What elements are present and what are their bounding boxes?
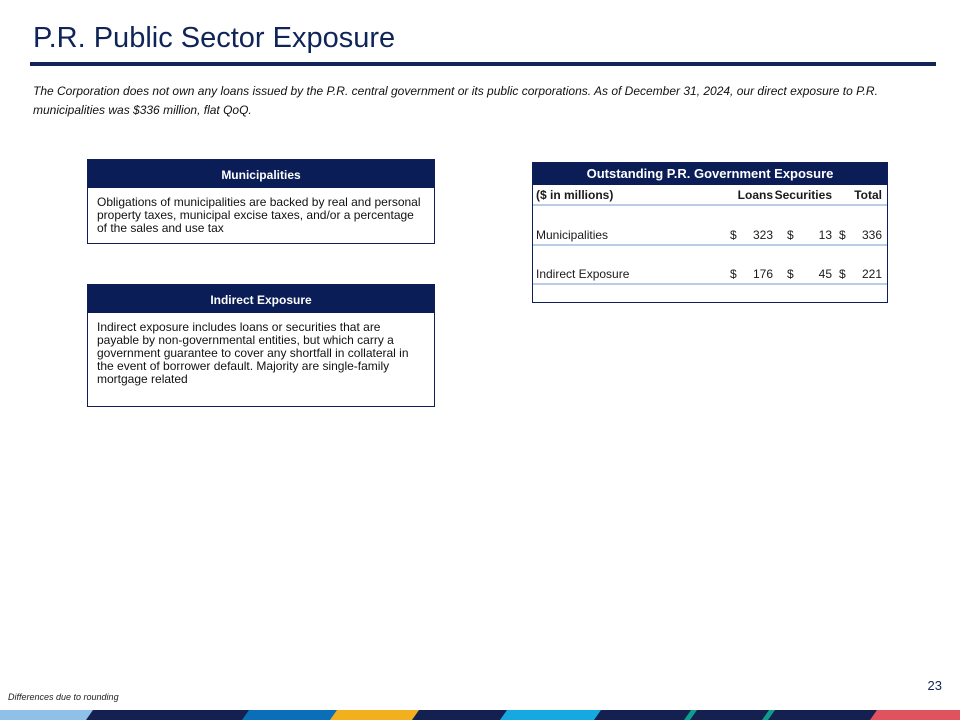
row-securities: 13 — [818, 228, 832, 242]
header-label: ($ in millions) — [536, 188, 614, 202]
header-loans: Loans — [737, 188, 773, 202]
currency-symbol: $ — [787, 228, 794, 242]
indirect-exposure-heading: Indirect Exposure — [88, 285, 434, 313]
footer-segment — [86, 710, 253, 720]
currency-symbol: $ — [787, 267, 794, 281]
footer-segment — [870, 710, 960, 720]
currency-symbol: $ — [730, 228, 737, 242]
municipalities-heading: Municipalities — [88, 160, 434, 188]
footer-segment — [242, 710, 341, 720]
row-rule — [533, 244, 887, 246]
row-rule — [533, 204, 887, 206]
header-securities: Securities — [774, 188, 832, 202]
footer-segment — [412, 710, 511, 720]
page-number: 23 — [927, 678, 942, 693]
footer-segment — [330, 710, 423, 720]
title-underline — [30, 62, 936, 66]
indirect-exposure-box — [87, 284, 435, 407]
row-rule — [533, 283, 887, 285]
municipalities-box — [87, 159, 435, 244]
row-label: Municipalities — [536, 228, 609, 242]
currency-symbol: $ — [839, 267, 846, 281]
exposure-table-title: Outstanding P.R. Government Exposure — [533, 163, 887, 185]
currency-symbol: $ — [730, 267, 737, 281]
decorative-footer-bar — [0, 710, 960, 720]
page-title: P.R. Public Sector Exposure — [33, 22, 396, 54]
footer-segment — [0, 710, 97, 720]
row-label: Indirect Exposure — [536, 267, 630, 281]
indirect-exposure-description: Indirect exposure includes loans or securities that are payable by non-governmental entities, but which carry a government guarantee to cover any shortfall in collateral in the event of borrower default. Majority are single-family mortgage related — [97, 320, 409, 386]
footer-segment — [500, 710, 605, 720]
header-total: Total — [854, 188, 882, 202]
footer-segment — [768, 710, 881, 720]
exposure-table — [532, 162, 888, 303]
row-securities: 45 — [818, 267, 832, 281]
table-header-row — [533, 185, 887, 205]
row-total: 336 — [861, 228, 882, 242]
table-row — [533, 225, 887, 245]
currency-symbol: $ — [839, 228, 846, 242]
intro-text: The Corporation does not own any loans issued by the P.R. central government or its public corporations. As of December 31, 2024, our direct exposure to P.R. municipalities was $336 million, flat QoQ. — [33, 84, 878, 117]
municipalities-description: Obligations of municipalities are backed by real and personal property taxes, municipal excise taxes, and/or a percentage of the sales and use tax — [97, 195, 421, 235]
row-total: 221 — [861, 267, 882, 281]
footnote: Differences due to rounding — [8, 692, 119, 702]
row-loans: 323 — [752, 228, 773, 242]
row-loans: 176 — [752, 267, 773, 281]
table-row — [533, 264, 887, 284]
footer-segment — [690, 710, 773, 720]
footer-segment — [594, 710, 695, 720]
